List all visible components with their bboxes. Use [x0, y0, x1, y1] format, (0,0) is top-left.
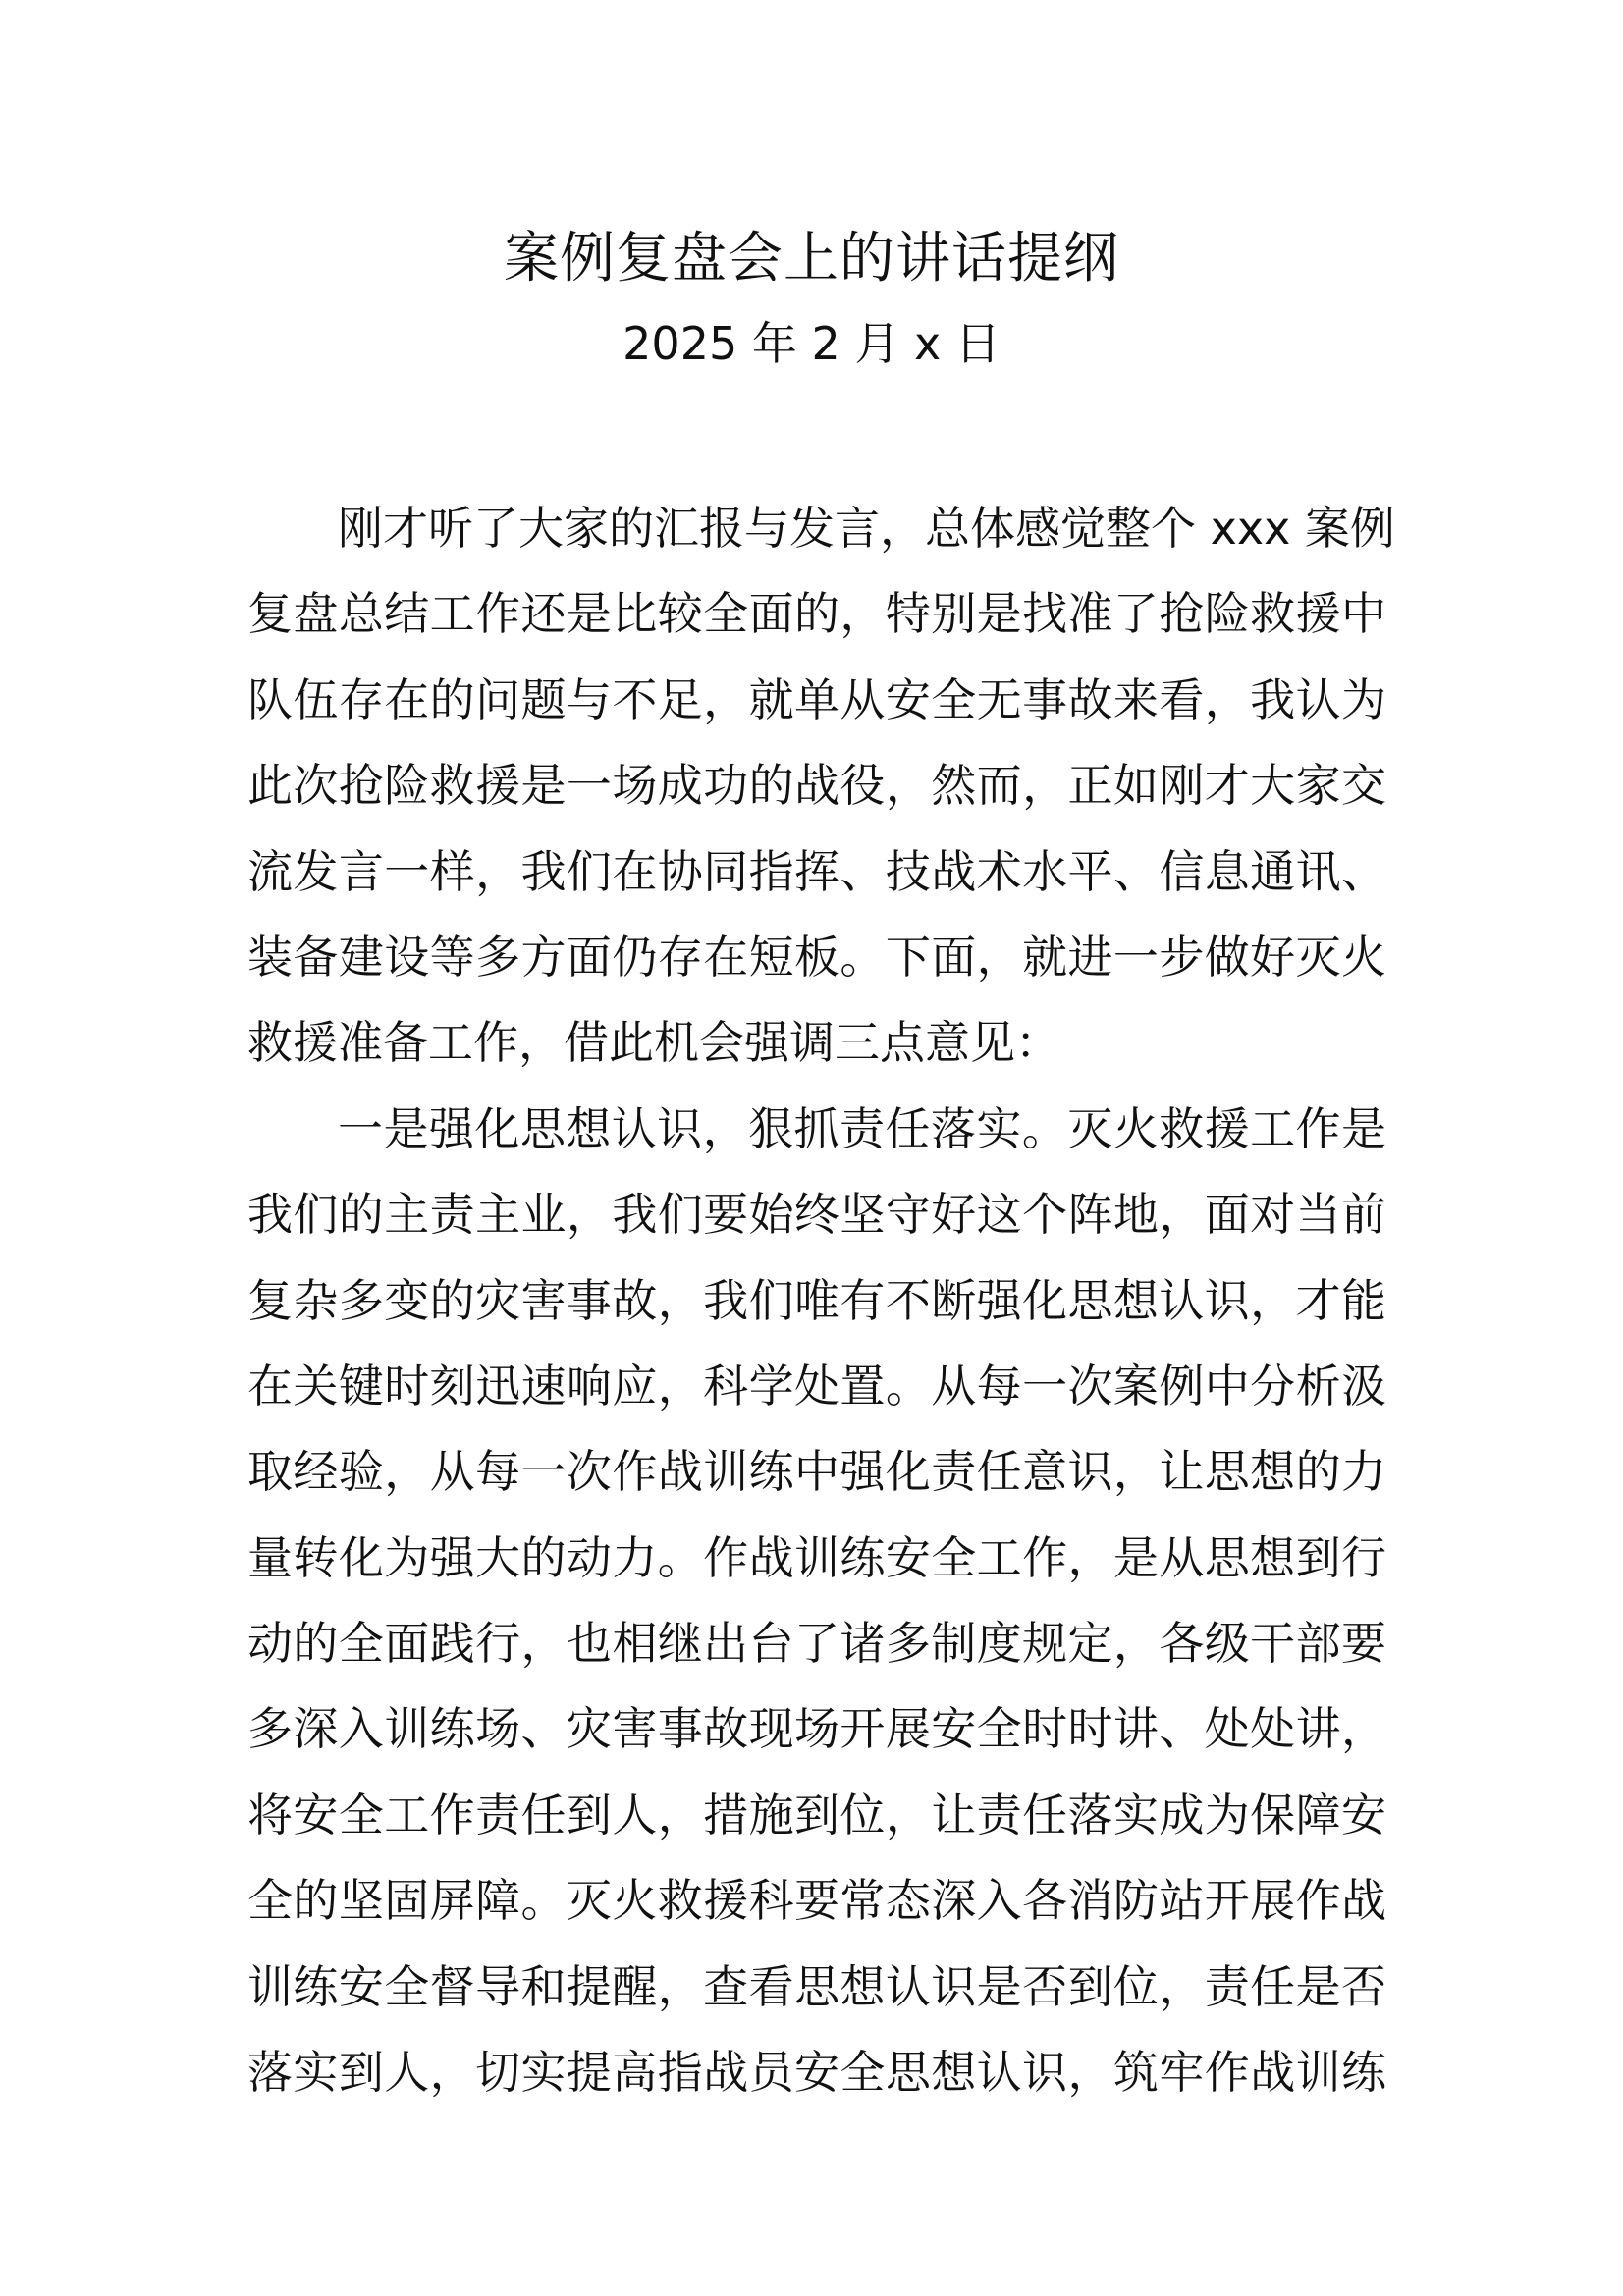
paragraph-1-line-2: 复盘总结工作还是比较全面的，特别是找准了抢险救援中: [247, 587, 1386, 641]
paragraph-2-line-4: 在关键时刻迅速响应，科学处置。从每一次案例中分析汲: [247, 1359, 1386, 1413]
paragraph-1-line-5: 流发言一样，我们在协同指挥、技战术水平、信息通讯、: [247, 844, 1386, 898]
paragraph-2-line-6: 量转化为强大的动力。作战训练安全工作，是从思想到行: [247, 1530, 1386, 1584]
document-body: [247, 486, 1395, 2115]
document-date: 2025 年 2 月 x 日: [622, 317, 1001, 370]
paragraph-1-line-4: 此次抢险救援是一场成功的战役，然而，正如刚才大家交: [247, 759, 1386, 813]
paragraph-1-line-1: 刚才听了大家的汇报与发言，总体感觉整个 xxx 案例: [338, 502, 1395, 555]
paragraph-2-line-1: 一是强化思想认识，狠抓责任落实。灭火救援工作是: [338, 1101, 1386, 1155]
paragraph-2-line-10: 全的坚固屏障。灭火救援科要常态深入各消防站开展作战: [247, 1874, 1386, 1928]
paragraph-2-line-9: 将安全工作责任到人，措施到位，让责任落实成为保障安: [247, 1788, 1386, 1842]
paragraph-2-line-7: 动的全面践行，也相继出台了诸多制度规定，各级干部要: [247, 1617, 1386, 1671]
paragraph-2-line-12: 落实到人，切实提高指战员安全思想认识，筑牢作战训练: [247, 2046, 1386, 2100]
paragraph-1-line-3: 队伍存在的问题与不足，就单从安全无事故来看，我认为: [247, 672, 1386, 726]
paragraph-2-line-2: 我们的主责主业，我们要始终坚守好这个阵地，面对当前: [247, 1188, 1386, 1242]
paragraph-2-line-3: 复杂多变的灾害事故，我们唯有不断强化思想认识，才能: [247, 1273, 1386, 1327]
paragraph-2-line-11: 训练安全督导和提醒，查看思想认识是否到位，责任是否: [247, 1959, 1386, 2013]
paragraph-1-line-6: 装备建设等多方面仍存在短板。下面，就进一步做好灭火: [247, 930, 1386, 984]
document-title: 案例复盘会上的讲话提纲: [504, 227, 1119, 291]
paragraph-1-line-7: 救援准备工作，借此机会强调三点意见：: [247, 1016, 1060, 1070]
paragraph-2-line-5: 取经验，从每一次作战训练中强化责任意识，让思想的力: [247, 1445, 1386, 1499]
paragraph-2-line-8: 多深入训练场、灾害事故现场开展安全时时讲、处处讲，: [247, 1702, 1386, 1756]
